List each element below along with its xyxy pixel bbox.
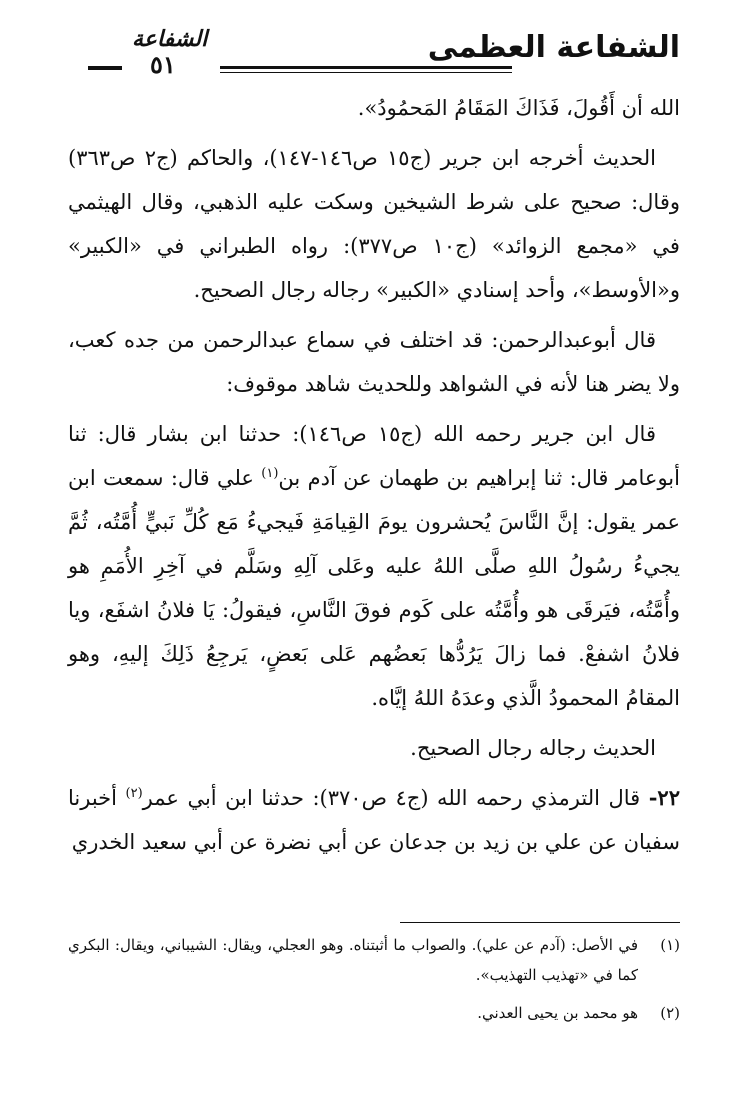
header-rule	[220, 66, 512, 69]
footnote-number: (٢)	[660, 1004, 680, 1022]
page-title: الشفاعة العظمى	[427, 30, 680, 65]
paragraph-4	[68, 412, 680, 720]
footnote-ref-1[interactable]: (١)	[261, 466, 279, 481]
paragraph-5: الحديث رجاله رجال الصحيح.	[410, 736, 656, 760]
paragraph-3: قال أبوعبدالرحمن: قد اختلف في سماع عبدالرحمن من جده كعب، ولا يضر هنا لأنه في الشواهد وللحديث شاهد موقوف:	[68, 328, 680, 396]
footnote-text: هو محمد بن يحيى العدني.	[477, 1004, 638, 1022]
paragraph-4-text-b: علي قال: سمعت ابن عمر يقول: إنَّ النَّاسَ يُحشرون يومَ القِيامَةِ فَيجيءُ مَع كُلِّ نَبيٍّ أُمَّتُه، ثُمَّ يجيءُ رسُولُ اللهِ صلَّى اللهُ عليه وعَلى آلِهِ وسَلَّم في آخِرِ الأُمَمِ هو وأُمَّتُه، فيَرقَى هو وأُمَّتُه على كَوم فوقَ النَّاسِ، فيقولُ: يَا فلانُ اشفَع، ويا فلانُ اشفعْ. فما زالَ يَرُدُّها بَعضُهم عَلى بَعضٍ، يَرجِعُ ذَلِكَ إليهِ، وهو المقامُ المحمودُ الَّذي وعدَهُ اللهُ إيَّاه.	[68, 466, 680, 710]
main-text	[68, 86, 680, 864]
page-header	[88, 26, 680, 78]
paragraph-6-text-a: قال الترمذي رحمه الله (ج٤ ص٣٧٠): حدثنا ابن أبي عمر	[142, 786, 649, 810]
footnote-text: في الأصل: (آدم عن علي). والصواب ما أثبتناه. وهو العجلي، ويقال: الشيباني، ويقال: البكري كما في «تهذيب التهذيب».	[68, 936, 638, 984]
footnote-separator	[400, 922, 680, 923]
footnote-2	[68, 998, 680, 1028]
running-title: الشفاعة	[132, 26, 208, 52]
footnote-1	[68, 930, 680, 990]
hadith-number: ٢٢-	[648, 785, 680, 810]
footnote-ref-2[interactable]: (٢)	[125, 786, 143, 801]
footnote-number: (١)	[660, 936, 680, 954]
footnotes	[68, 930, 680, 1028]
header-rule-thin	[220, 72, 512, 73]
paragraph-4-text-a: قال ابن جرير رحمه الله (ج١٥ ص١٤٦): حدثنا ابن بشار قال: ثنا أبوعامر قال: ثنا إبراهيم بن طهمان عن آدم بن	[68, 422, 680, 490]
paragraph-6-text-b: أخبرنا سفيان عن علي بن زيد بن جدعان عن أبي نضرة عن أبي سعيد الخدري	[68, 786, 680, 854]
paragraph-6	[68, 776, 680, 864]
paragraph-1: الله أن أَقُولَ، فَذَاكَ المَقَامُ المَحمُودُ».	[357, 96, 680, 120]
header-dash	[88, 66, 122, 70]
paragraph-2: الحديث أخرجه ابن جرير (ج١٥ ص١٤٦-١٤٧)، والحاكم (ج٢ ص٣٦٣) وقال: صحيح على شرط الشيخين وسكت عليه الذهبي، وقال الهيثمي في «مجمع الزوائد» (ج١٠ ص٣٧٧): رواه الطبراني في «الكبير» و«الأوسط»، وأحد إسنادي «الكبير» رجاله رجال الصحيح.	[68, 146, 680, 302]
page-number: ٥١	[150, 50, 176, 79]
